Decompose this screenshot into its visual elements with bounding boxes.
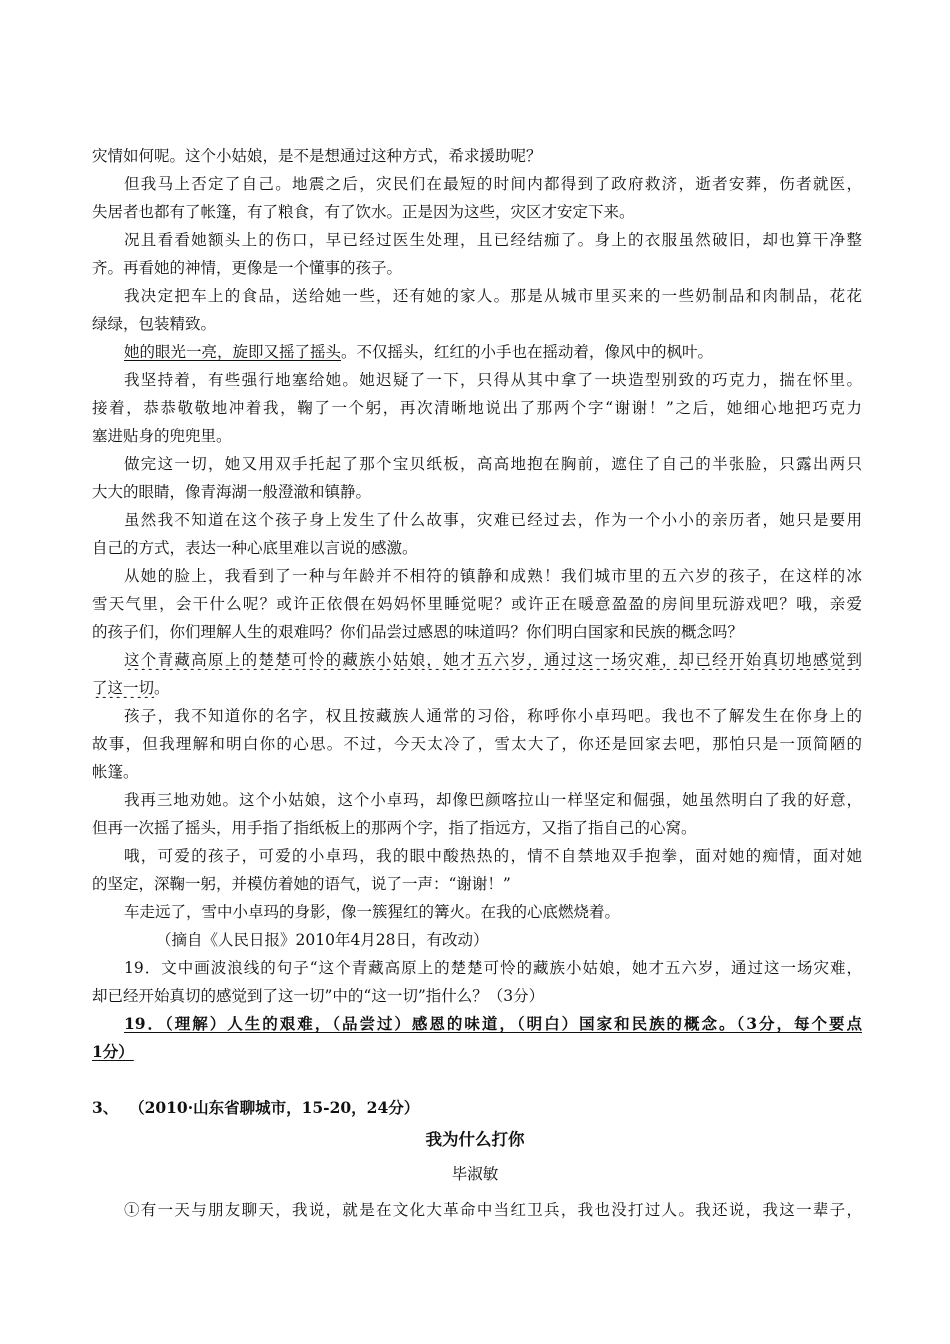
paragraph-line: 车走远了，雪中小卓玛的身影，像一簇猩红的篝火。在我的心底燃烧着。 [124, 903, 621, 921]
paragraph-line: 故事，但我理解和明白你的心思。不过，今天太冷了，雪太大了，你还是回家去吧，那怕只是一顶简陋的 [92, 735, 862, 753]
paragraph-line: 我再三地劝她。这个小姑娘，这个小卓玛，却像巴颜喀拉山一样坚定和倔强，她虽然明白了我的好意， [124, 791, 862, 809]
paragraph-line: 孩子，我不知道你的名字，权且按藏族人通常的习俗，称呼你小卓玛吧。我也不了解发生在你身上的 [124, 707, 862, 725]
paragraph-line: 塞进贴身的兜兜里。 [92, 427, 232, 445]
article-author: 毕淑敏 [451, 1165, 499, 1183]
underlined-sentence: 她的眼光一亮，旋即又摇了摇头 [124, 343, 342, 361]
paragraph-line: 雪天气里，会干什么呢？或许正依偎在妈妈怀里睡觉呢？或许正在暖意盈盈的房间里玩游戏吧？哦，亲爱 [92, 595, 862, 613]
paragraph-line [124, 650, 862, 670]
question-line: 却已经开始真切的感觉到了这一切”中的“这一切”指什么？（3分） [92, 987, 545, 1005]
paragraph-line [92, 678, 862, 698]
paragraph-line: ①有一天与朋友聊天，我说，就是在文化大革命中当红卫兵，我也没打过人。我还说，我这一辈子， [124, 1201, 862, 1219]
question-line: 19．文中画波浪线的句子“这个青藏高原上的楚楚可怜的藏族小姑娘，她才五六岁，通过这一场灾难， [124, 959, 862, 977]
paragraph-line: 齐。再看她的神情，更像是一个懂事的孩子。 [92, 259, 403, 277]
paragraph-line: 但再一次摇了摇头，用手指了指纸板上的那两个字，指了指远方，又指了指自己的心窝。 [92, 819, 697, 837]
article-title: 我为什么打你 [425, 1130, 525, 1149]
section-heading: 3、 （2010·山东省聊城市，15-20，24分） [92, 1098, 420, 1117]
paragraph-line: 哦，可爱的孩子，可爱的小卓玛，我的眼中酸热热的，情不自禁地双手抱拳，面对她的痴情，面对她 [124, 847, 862, 865]
paragraph-line [124, 342, 862, 362]
paragraph-line: 虽然我不知道在这个孩子身上发生了什么故事，灾难已经过去，作为一个小小的亲历者，她只是要用 [124, 511, 862, 529]
paragraph-line: 灾情如何呢。这个小姑娘，是不是想通过这种方式，希求援助呢？ [92, 147, 542, 165]
paragraph-line: 做完这一切，她又用双手托起了那个宝贝纸板，高高地抱在胸前，遮住了自己的半张脸，只露出两只 [124, 455, 862, 473]
answer-line: 19．（理解）人生的艰难，（品尝过）感恩的味道，（明白）国家和民族的概念。（3分，每个要点 [124, 1014, 862, 1033]
line-text: 。 [154, 679, 170, 697]
paragraph-line: 绿绿，包装精致。 [92, 315, 217, 333]
answer-line: 1分） [92, 1042, 134, 1061]
paragraph-line: 从她的脸上，我看到了一种与年龄并不相符的镇静和成熟！我们城市里的五六岁的孩子，在这样的冰 [124, 567, 862, 585]
paragraph-line: 帐篷。 [92, 763, 139, 781]
paragraph-line: 接着，恭恭敬敬地冲着我，鞠了一个躬，再次清晰地说出了那两个字“谢谢！”之后，她细心地把巧克力 [92, 399, 862, 417]
paragraph-line: 我坚持着，有些强行地塞给她。她迟疑了一下，只得从其中拿了一块造型别致的巧克力，揣在怀里。 [124, 371, 862, 389]
paragraph-line: 失居者也都有了帐篷，有了粮食，有了饮水。正是因为这些，灾区才安定下来。 [92, 203, 635, 221]
paragraph-line: 况且看看她额头上的伤口，早已经过医生处理，且已经结痂了。身上的衣服虽然破旧，却也算干净整 [124, 231, 862, 249]
line-text: 。不仅摇头，红红的小手也在摇动着，像风中的枫叶。 [341, 343, 714, 361]
paragraph-line: 大大的眼睛，像青海湖一般澄澈和镇静。 [92, 483, 372, 501]
wavy-underlined-sentence: 了这一切 [92, 679, 155, 697]
paragraph-line: 的孩子们，你们理解人生的艰难吗？你们品尝过感恩的味道吗？你们明白国家和民族的概念吗？ [92, 623, 744, 641]
wavy-underlined-sentence: 这个青藏高原上的楚楚可怜的藏族小姑娘，她才五六岁，通过这一场灾难，却已经开始真切地感觉到 [124, 651, 862, 669]
paragraph-line: 我决定把车上的食品，送给她一些，还有她的家人。那是从城市里买来的一些奶制品和肉制品，花花 [124, 287, 862, 305]
source-citation: （摘自《人民日报》2010年4月28日，有改动） [156, 931, 489, 949]
paragraph-line: 自己的方式，表达一种心底里难以言说的感激。 [92, 539, 418, 557]
paragraph-line: 但我马上否定了自己。地震之后，灾民们在最短的时间内都得到了政府救济，逝者安葬，伤者就医， [124, 175, 862, 193]
paragraph-line: 的坚定，深鞠一躬，并模仿着她的语气，说了一声：“谢谢！” [92, 875, 511, 893]
